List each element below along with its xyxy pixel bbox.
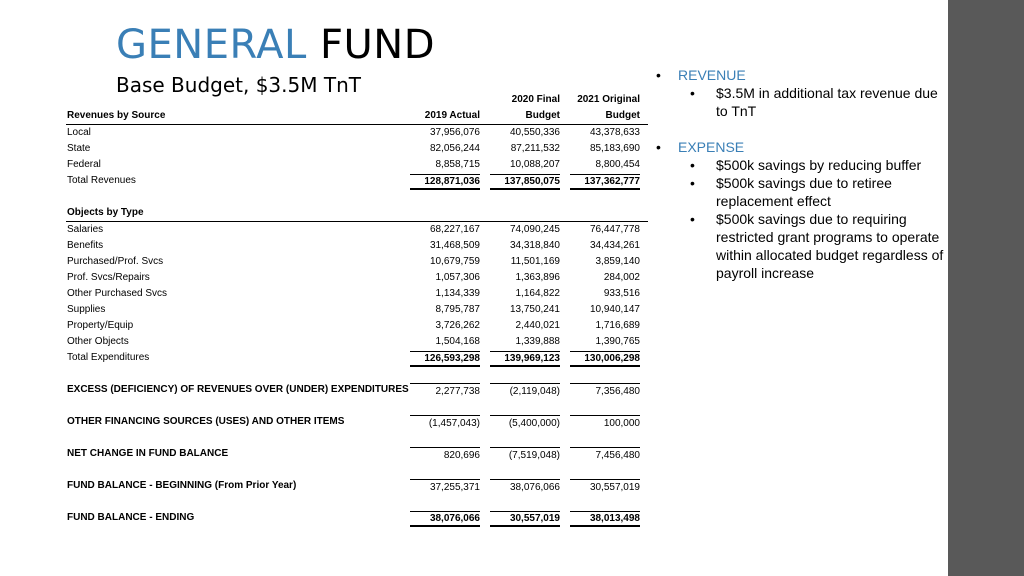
header-row-1 (66, 92, 648, 108)
cell-2021: 933,516 (603, 288, 640, 299)
cell-2019: 82,056,244 (429, 143, 480, 154)
revenue-heading: REVENUE (678, 67, 746, 83)
objects-by-type-header (66, 205, 648, 222)
cell-2021: 137,362,777 (570, 174, 640, 190)
cell-2020: 2,440,021 (515, 320, 560, 331)
cell-2019: 31,468,509 (429, 240, 480, 251)
row-label: Property/Equip (67, 320, 134, 331)
table-row-purchased-prof-svcs (66, 254, 648, 270)
cell-2021: 1,390,765 (595, 336, 640, 347)
cell-2019: 3,726,262 (435, 320, 480, 331)
cell-2019: 8,858,715 (435, 159, 480, 170)
revenues-by-source-label: Revenues by Source (67, 110, 166, 121)
cell-2019: 68,227,167 (429, 224, 480, 235)
cell-2020: 38,076,066 (490, 479, 560, 494)
expense-item-text: $500k savings due to requiring restricted grant programs to operate within allocated budget regardless of payroll increase (716, 211, 944, 281)
expense-item (656, 156, 946, 174)
row-label: Other Objects (67, 336, 129, 347)
cell-2020: 13,750,241 (509, 304, 560, 315)
right-side-bar (948, 0, 1024, 576)
title-fund: FUND (320, 22, 436, 68)
cell-2020: 34,318,840 (509, 240, 560, 251)
cell-2021: 76,447,778 (589, 224, 640, 235)
table-row-fund-balance-ending (66, 510, 648, 526)
slide-subtitle: Base Budget, $3.5M TnT (116, 73, 361, 97)
table-row-total-revenues (66, 173, 648, 189)
table-row-net-change (66, 446, 648, 462)
row-label: Total Expenditures (67, 352, 150, 363)
cell-2020: (2,119,048) (490, 383, 560, 398)
row-label: FUND BALANCE - ENDING (67, 512, 195, 523)
table-row-salaries (66, 222, 648, 238)
spacer (66, 462, 648, 478)
revenue-item (656, 84, 946, 120)
row-label: OTHER FINANCING SOURCES (USES) AND OTHER ITEMS (67, 416, 345, 427)
table-row-other-objects (66, 334, 648, 350)
cell-2019: 37,255,371 (410, 479, 480, 494)
bullet-dot: • (690, 175, 695, 191)
row-label: Salaries (67, 224, 104, 235)
bullet-dot: • (690, 211, 695, 227)
cell-2021: 7,456,480 (570, 447, 640, 462)
cell-2019: 1,504,168 (435, 336, 480, 347)
cell-2021: 7,356,480 (570, 383, 640, 398)
row-label: NET CHANGE IN FUND BALANCE (67, 448, 229, 459)
spacer (66, 494, 648, 510)
row-label: Total Revenues (67, 175, 136, 186)
expense-item (656, 210, 946, 282)
cell-2021: 130,006,298 (570, 351, 640, 367)
col3-header-line1: 2021 Original (577, 94, 640, 105)
cell-2019: 820,696 (410, 447, 480, 462)
cell-2020: 87,211,532 (510, 143, 560, 154)
cell-2019: 37,956,076 (429, 127, 480, 138)
cell-2021: 30,557,019 (570, 479, 640, 494)
spacer (656, 120, 946, 138)
table-row-property-equip (66, 318, 648, 334)
row-label: Federal (67, 159, 101, 170)
row-label: Local (67, 127, 91, 138)
expense-item-text: $500k savings due to retiree replacement effect (716, 175, 892, 209)
cell-2021: 284,002 (603, 272, 640, 283)
cell-2019: 10,679,759 (429, 256, 480, 267)
cell-2020: 10,088,207 (509, 159, 560, 170)
header-row-2 (66, 108, 648, 125)
cell-2020: (5,400,000) (490, 415, 560, 430)
row-label: FUND BALANCE - BEGINNING (From Prior Year) (67, 480, 297, 491)
cell-2021: 34,434,261 (589, 240, 640, 251)
cell-2019: 1,057,306 (435, 272, 480, 283)
title-general: GENERAL (116, 22, 307, 68)
cell-2020: 11,501,169 (510, 256, 560, 267)
cell-2021: 43,378,633 (589, 127, 640, 138)
table-row-benefits (66, 238, 648, 254)
row-label: Purchased/Prof. Svcs (67, 256, 164, 267)
table-row-excess (66, 382, 648, 398)
table-row-other-financing (66, 414, 648, 430)
cell-2020: 40,550,336 (509, 127, 560, 138)
table-row-total-expenditures (66, 350, 648, 366)
cell-2020: 137,850,075 (490, 174, 560, 190)
cell-2021: 1,716,689 (595, 320, 640, 331)
cell-2019: 8,795,787 (435, 304, 480, 315)
table-row-other-purchased-svcs (66, 286, 648, 302)
slide-title (116, 22, 435, 68)
col2-header-line2: Budget (525, 110, 560, 121)
cell-2020: 139,969,123 (490, 351, 560, 367)
row-label: Prof. Svcs/Repairs (67, 272, 150, 283)
cell-2021: 100,000 (570, 415, 640, 430)
bullet-dot: • (690, 157, 695, 173)
cell-2020: 74,090,245 (509, 224, 560, 235)
cell-2019: 1,134,339 (435, 288, 480, 299)
cell-2019: 38,076,066 (410, 511, 480, 527)
expense-item (656, 174, 946, 210)
spacer (66, 366, 648, 382)
objects-by-type-label: Objects by Type (67, 207, 144, 218)
cell-2019: (1,457,043) (410, 415, 480, 430)
notes-panel (656, 66, 946, 282)
col3-header-line2: Budget (605, 110, 640, 121)
bullet-dot: • (656, 67, 661, 83)
cell-2021: 38,013,498 (570, 511, 640, 527)
table-row-federal (66, 157, 648, 173)
cell-2021: 8,800,454 (595, 159, 640, 170)
row-label: State (67, 143, 91, 154)
cell-2020: 1,164,822 (515, 288, 560, 299)
cell-2021: 3,859,140 (595, 256, 640, 267)
table-row-prof-svcs-repairs (66, 270, 648, 286)
table-row-fund-balance-beginning (66, 478, 648, 494)
cell-2019: 2,277,738 (410, 383, 480, 398)
cell-2020: (7,519,048) (490, 447, 560, 462)
spacer (66, 430, 648, 446)
table-row-local (66, 125, 648, 141)
expense-heading: EXPENSE (678, 139, 745, 155)
cell-2021: 10,940,147 (589, 304, 640, 315)
cell-2019: 128,871,036 (410, 174, 480, 190)
row-label: EXCESS (DEFICIENCY) OF REVENUES OVER (UNDER) EXPENDITURES (67, 384, 409, 395)
bullet-dot: • (656, 139, 661, 155)
spacer (66, 398, 648, 414)
row-label: Supplies (67, 304, 106, 315)
table-row-state (66, 141, 648, 157)
cell-2020: 1,363,896 (515, 272, 560, 283)
bullet-dot: • (690, 85, 695, 101)
expense-bullet (656, 138, 946, 156)
revenue-bullet (656, 66, 946, 84)
cell-2020: 30,557,019 (490, 511, 560, 527)
col2-header-line1: 2020 Final (511, 94, 560, 105)
cell-2019: 126,593,298 (410, 351, 480, 367)
cell-2020: 1,339,888 (515, 336, 560, 347)
table-row-supplies (66, 302, 648, 318)
spacer (66, 189, 648, 205)
budget-table (66, 92, 648, 526)
col1-header: 2019 Actual (424, 110, 480, 121)
row-label: Benefits (67, 240, 104, 251)
expense-item-text: $500k savings by reducing buffer (716, 157, 922, 173)
revenue-item-text: $3.5M in additional tax revenue due to TnT (716, 85, 938, 119)
cell-2021: 85,183,690 (589, 143, 640, 154)
row-label: Other Purchased Svcs (67, 288, 168, 299)
